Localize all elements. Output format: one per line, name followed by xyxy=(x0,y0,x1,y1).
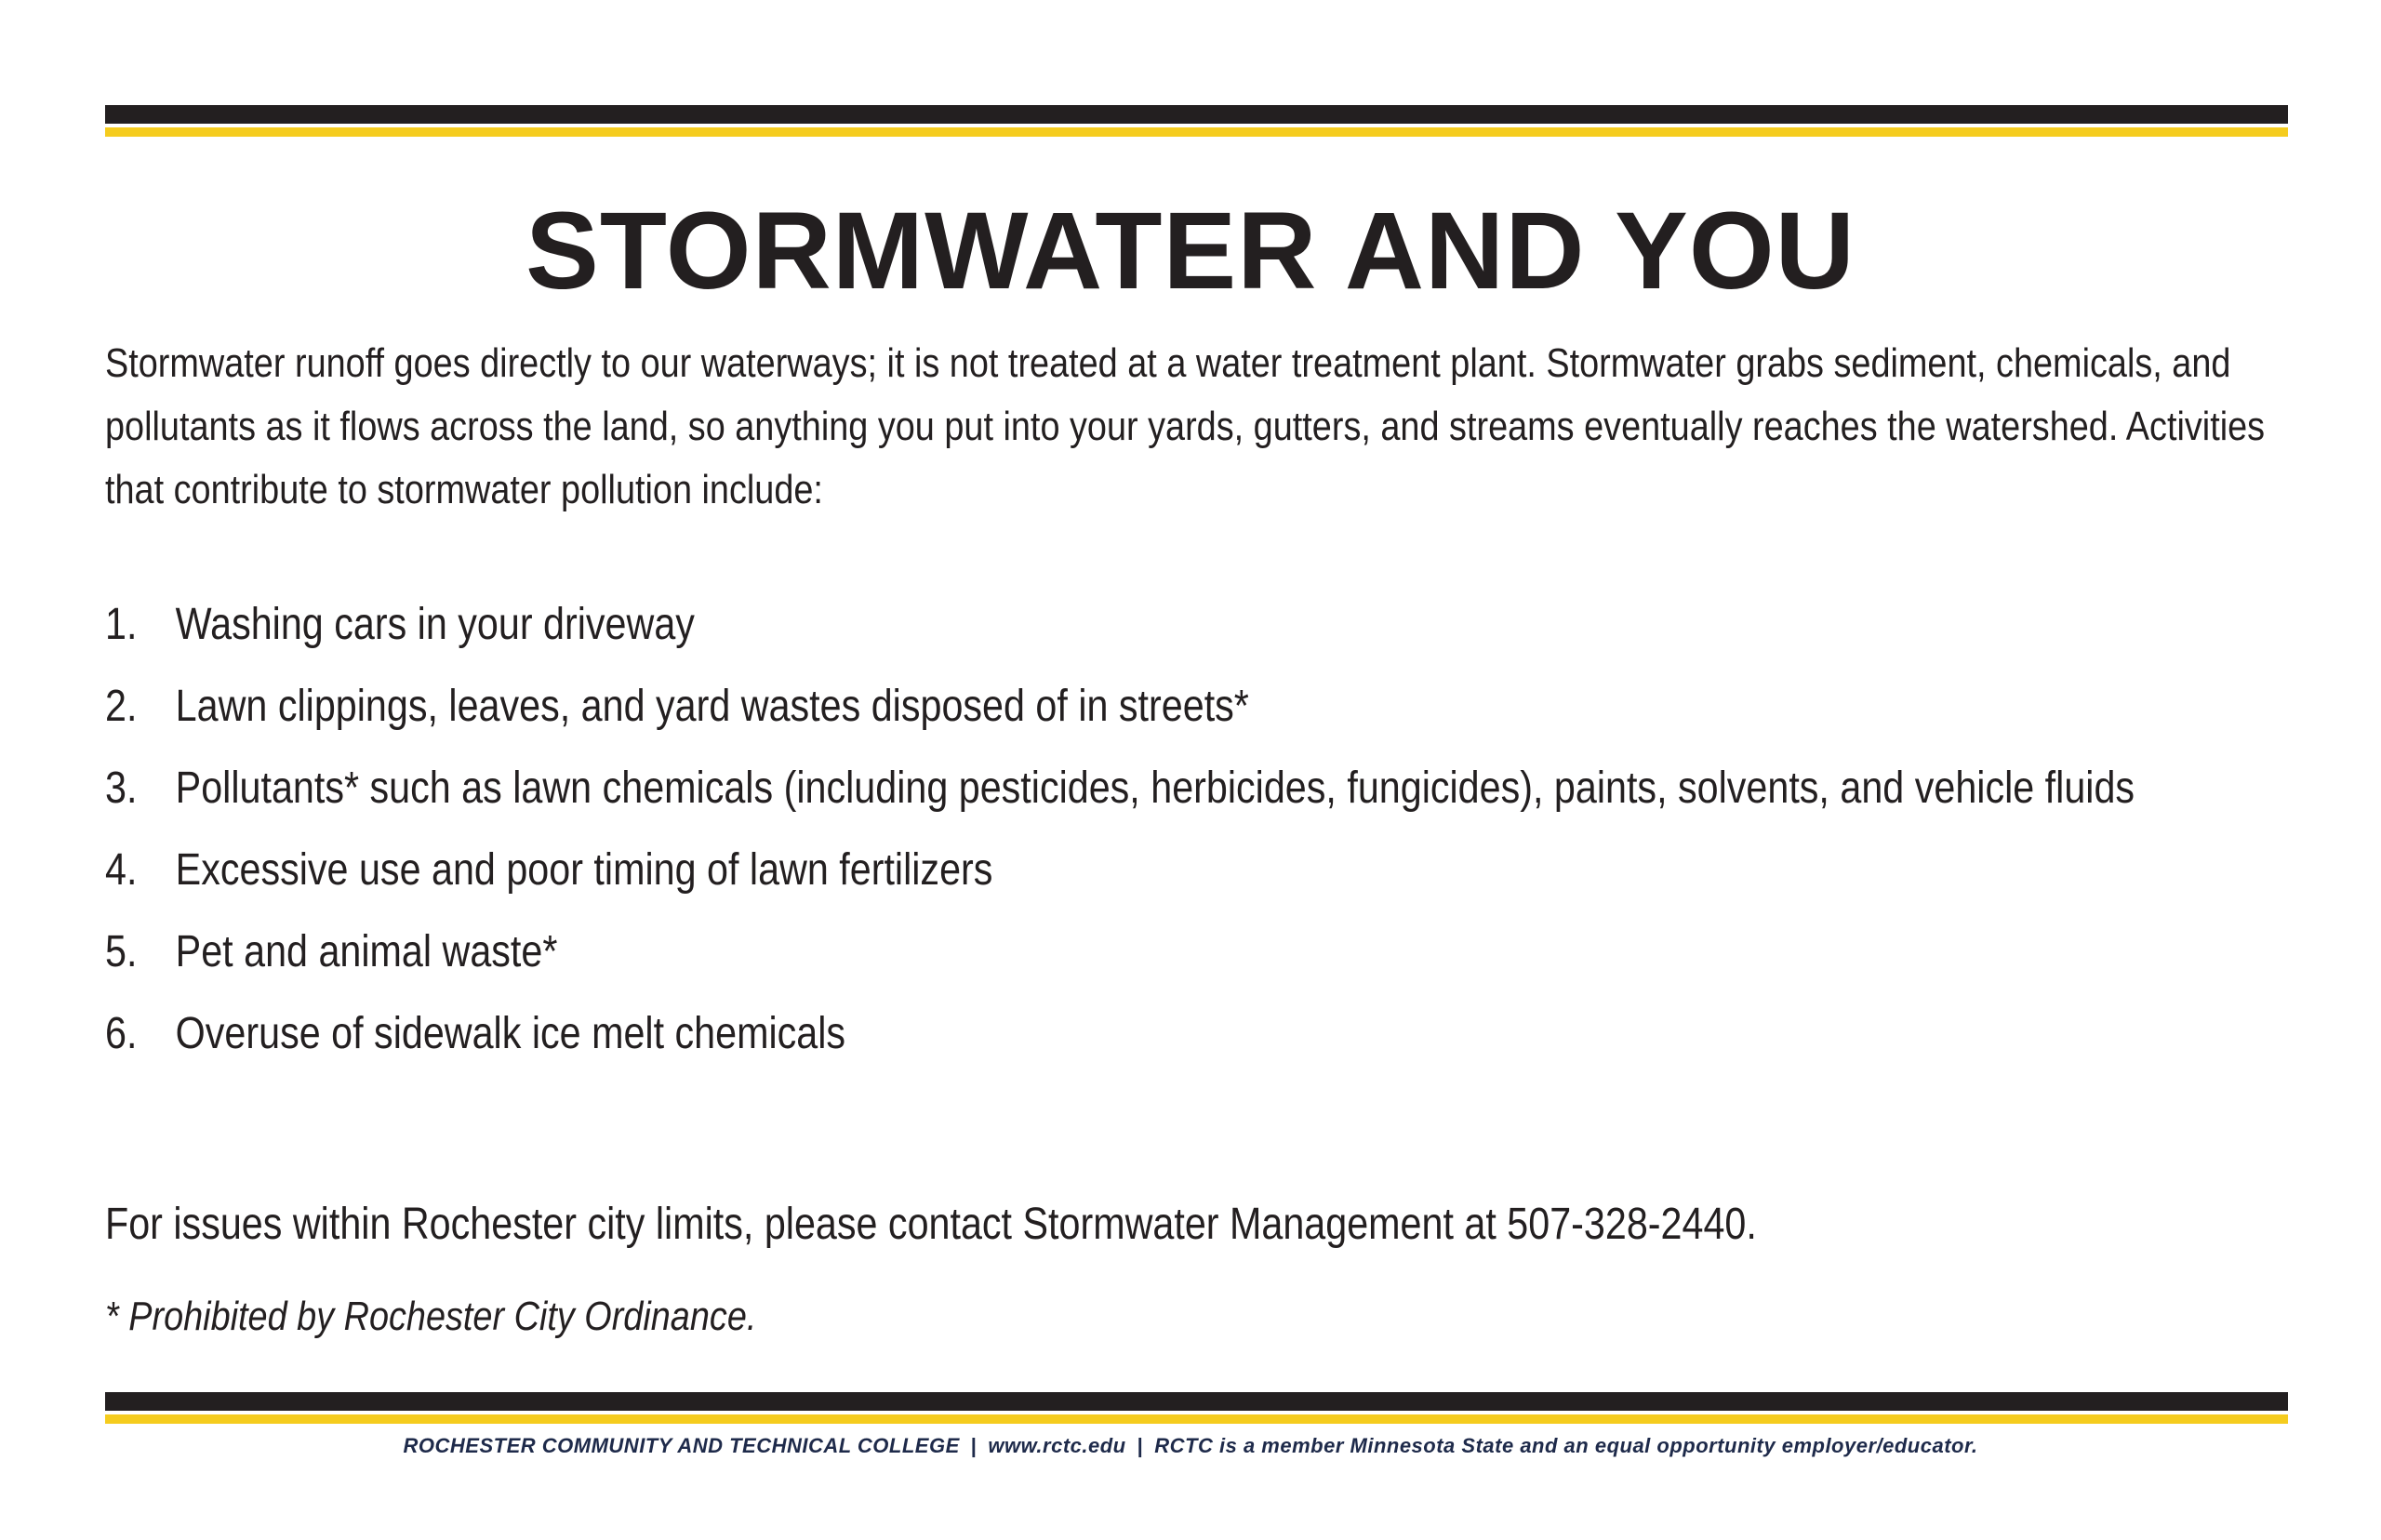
list-item xyxy=(105,748,2265,830)
list-item xyxy=(105,584,2265,666)
footer-statement: RCTC is a member Minnesota State and an equal opportunity employer/educator. xyxy=(1154,1434,1978,1457)
list-item xyxy=(105,911,2265,993)
ordinance-note: * Prohibited by Rochester City Ordinance. xyxy=(105,1294,757,1339)
top-divider xyxy=(105,105,2288,137)
list-item xyxy=(105,666,2265,748)
footer-website-link[interactable]: www.rctc.edu xyxy=(988,1434,1126,1457)
footer-separator: | xyxy=(970,1434,978,1457)
contact-info: For issues within Rochester city limits, please contact Stormwater Management at 507-328-2440. xyxy=(105,1200,1757,1249)
list-item xyxy=(105,993,2265,1075)
list-item-text: Excessive use and poor timing of lawn fertilizers xyxy=(175,845,993,895)
footer-separator: | xyxy=(1137,1434,1144,1457)
list-item-text: Overuse of sidewalk ice melt chemicals xyxy=(175,1009,846,1058)
list-number: 5. xyxy=(105,927,138,976)
activities-list xyxy=(105,584,2265,1075)
list-item-text: Lawn clippings, leaves, and yard wastes disposed of in streets* xyxy=(175,682,1249,731)
list-number: 2. xyxy=(105,682,138,731)
list-number: 3. xyxy=(105,763,138,813)
list-number: 4. xyxy=(105,845,138,895)
intro-paragraph: Stormwater runoff goes directly to our waterways; it is not treated at a water treatment plant. Stormwater grabs sediment, chemicals, and pollutants as it flows across the land, so anything you put into your yards, gutters, and streams eventually reaches the watershed. Activities that contribute to stormwater pollution include: xyxy=(105,340,2266,512)
list-item-text: Pet and animal waste* xyxy=(175,927,558,976)
footer-college-name: ROCHESTER COMMUNITY AND TECHNICAL COLLEGE xyxy=(403,1434,960,1457)
list-item-text: Pollutants* such as lawn chemicals (including pesticides, herbicides, fungicides), paints, solvents, and vehicle fluids xyxy=(175,763,2135,813)
page-title: STORMWATER AND YOU xyxy=(525,190,1856,312)
list-number: 6. xyxy=(105,1009,138,1058)
bottom-divider xyxy=(105,1392,2288,1424)
list-item xyxy=(105,830,2265,911)
list-number: 1. xyxy=(105,600,138,649)
footer xyxy=(0,1432,2381,1460)
list-item-text: Washing cars in your driveway xyxy=(175,600,695,649)
